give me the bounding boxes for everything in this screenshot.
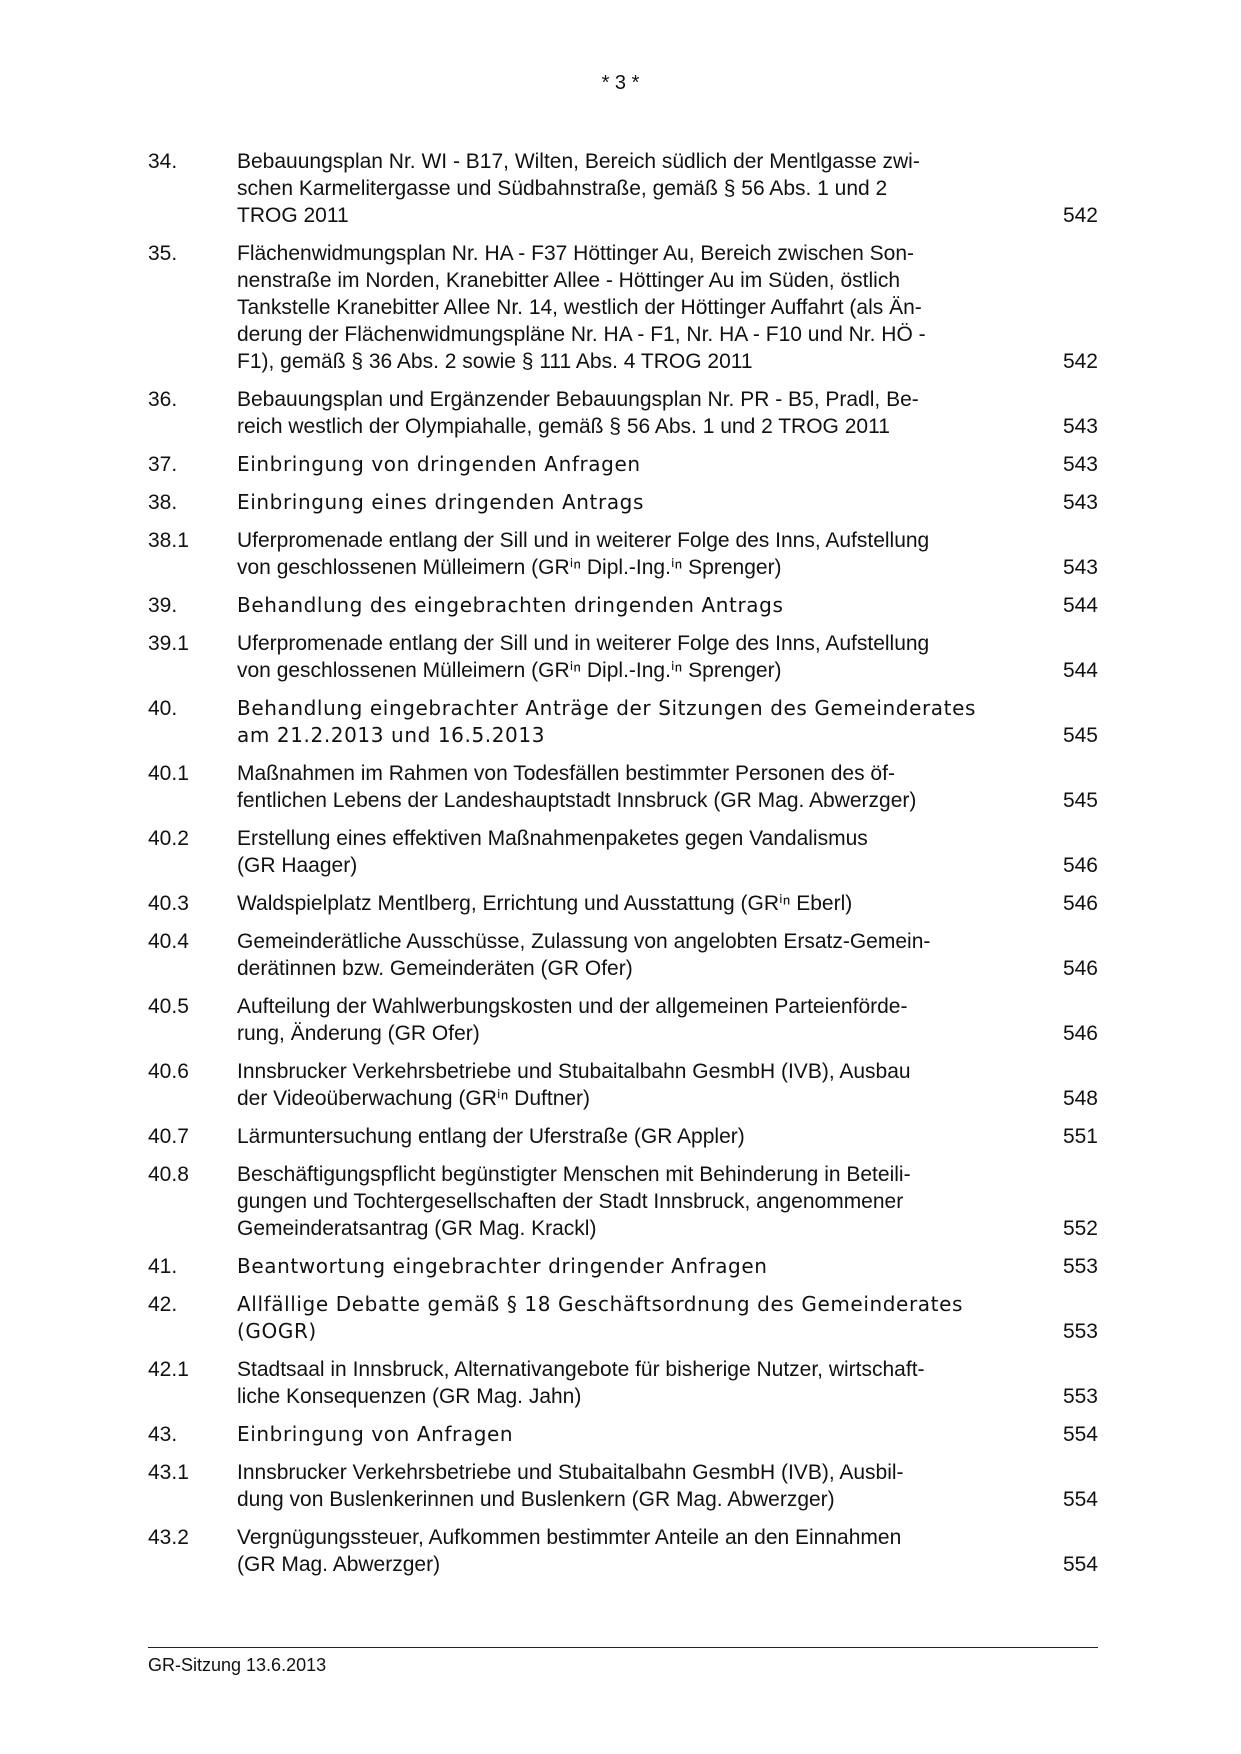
toc-entry: [148, 825, 1098, 879]
toc-entry-title-line: Innsbrucker Verkehrsbetriebe und Stubaitalbahn GesmbH (IVB), Ausbau: [237, 1060, 911, 1083]
toc-entry-title: [237, 1459, 997, 1513]
toc-entry-number: 34.: [148, 150, 178, 173]
toc-entry-number: 42.1: [148, 1358, 189, 1381]
toc-entry-number: 36.: [148, 388, 178, 411]
toc-entry: [148, 1459, 1098, 1513]
toc-entry-title-line: dung von Buslenkerinnen und Buslenkern (GR Mag. Abwerzger): [237, 1488, 835, 1511]
toc-entry-page: 554: [1062, 1423, 1098, 1446]
toc-entry: [148, 1161, 1098, 1242]
toc-entry-number: 38.: [148, 491, 178, 514]
toc-entry-title: [237, 240, 997, 375]
footer-text: GR-Sitzung 13.6.2013: [148, 1655, 327, 1675]
toc-entry-title: [237, 451, 997, 478]
toc-entry-title: [237, 928, 997, 982]
toc-entry-number: 40.3: [148, 892, 189, 915]
toc-entry-page: 553: [1062, 1320, 1098, 1343]
toc-entry-page: 545: [1062, 789, 1098, 812]
toc-entry-title-line: schen Karmelitergasse und Südbahnstraße, gemäß § 56 Abs. 1 und 2: [237, 177, 888, 200]
toc-entry-page: 543: [1062, 491, 1098, 514]
toc-entry-number: 40.6: [148, 1060, 189, 1083]
toc-entry-title-line: liche Konsequenzen (GR Mag. Jahn): [237, 1385, 582, 1408]
toc-entry-page: 554: [1062, 1553, 1098, 1576]
toc-entry-title-line: derung der Flächenwidmungspläne Nr. HA - F1, Nr. HA - F10 und Nr. HÖ -: [237, 323, 926, 346]
toc-entry-page: 542: [1062, 204, 1098, 227]
toc-entry-number: 40.2: [148, 827, 189, 850]
toc-entry-title-line: Waldspielplatz Mentlberg, Errichtung und Ausstattung (GRⁱⁿ Eberl): [237, 892, 853, 915]
toc-entry-number: 43.2: [148, 1526, 189, 1549]
toc-entry-page: 553: [1062, 1385, 1098, 1408]
toc-entry-title-line: der Videoüberwachung (GRⁱⁿ Duftner): [237, 1087, 591, 1110]
toc-entry: [148, 148, 1098, 229]
toc-entry-title-line: Vergnügungssteuer, Aufkommen bestimmter Anteile an den Einnahmen: [237, 1526, 902, 1549]
toc-entry-title-line: Innsbrucker Verkehrsbetriebe und Stubaitalbahn GesmbH (IVB), Ausbil-: [237, 1461, 904, 1484]
footer-divider: [148, 1647, 1098, 1648]
toc-entry-title: [237, 1524, 997, 1578]
toc-entry-number: 37.: [148, 453, 178, 476]
toc-entry: [148, 592, 1098, 619]
toc-entry-page: 544: [1062, 659, 1098, 682]
toc-entry: [148, 695, 1098, 749]
toc-entry: [148, 1524, 1098, 1578]
toc-entry: [148, 527, 1098, 581]
toc-entry: [148, 1253, 1098, 1280]
toc-entry-number: 41.: [148, 1255, 178, 1278]
toc-entry-number: 40.4: [148, 930, 189, 953]
page-number: * 3 *: [601, 72, 640, 94]
toc-entry-page: 552: [1062, 1217, 1098, 1240]
toc-entry-title: [237, 527, 997, 581]
toc-entry-page: 542: [1062, 350, 1098, 373]
toc-entry-title-line: Allfällige Debatte gemäß § 18 Geschäftsordnung des Gemeinderates: [237, 1292, 964, 1316]
toc-entry-page: 546: [1062, 957, 1098, 980]
toc-entry-title: [237, 1123, 997, 1150]
toc-entry-title: [237, 1253, 997, 1280]
toc-entry: [148, 240, 1098, 375]
toc-entry-number: 39.: [148, 594, 178, 617]
toc-entry-title-line: (GR Mag. Abwerzger): [237, 1553, 441, 1576]
toc-entry-title-line: F1), gemäß § 36 Abs. 2 sowie § 111 Abs. 4 TROG 2011: [237, 350, 753, 373]
toc-entry-title: [237, 148, 997, 229]
toc-entry-title-line: Behandlung eingebrachter Anträge der Sitzungen des Gemeinderates: [237, 696, 977, 720]
toc-entry-title: [237, 1291, 997, 1345]
toc-entry-title-line: fentlichen Lebens der Landeshauptstadt Innsbruck (GR Mag. Abwerzger): [237, 789, 917, 812]
toc-entry-page: 543: [1062, 453, 1098, 476]
toc-entry-title: [237, 592, 997, 619]
toc-entry-page: 551: [1062, 1125, 1098, 1148]
toc-entry-title-line: derätinnen bzw. Gemeinderäten (GR Ofer): [237, 957, 633, 980]
toc-entry-title-line: Gemeinderatsantrag (GR Mag. Krackl): [237, 1217, 597, 1240]
toc-entry-page: 543: [1062, 415, 1098, 438]
toc-entry-title: [237, 1356, 997, 1410]
toc-entry-title-line: gungen und Tochtergesellschaften der Stadt Innsbruck, angenommener: [237, 1190, 904, 1213]
toc-entry: [148, 1291, 1098, 1345]
toc-entry-title-line: reich westlich der Olympiahalle, gemäß § 56 Abs. 1 und 2 TROG 2011: [237, 415, 890, 438]
toc-entry-page: 546: [1062, 854, 1098, 877]
toc-entry-title-line: Einbringung von dringenden Anfragen: [237, 452, 641, 476]
table-of-contents: [148, 148, 1098, 1589]
toc-entry-title-line: TROG 2011: [237, 204, 349, 227]
toc-entry-title-line: Aufteilung der Wahlwerbungskosten und der allgemeinen Parteienförde-: [237, 995, 908, 1018]
toc-entry: [148, 630, 1098, 684]
toc-entry-title: [237, 1161, 997, 1242]
toc-entry: [148, 760, 1098, 814]
toc-entry-title-line: (GR Haager): [237, 854, 358, 877]
toc-entry-title-line: von geschlossenen Mülleimern (GRⁱⁿ Dipl.-Ing.ⁱⁿ Sprenger): [237, 556, 782, 579]
toc-entry-title-line: (GOGR): [237, 1319, 317, 1343]
toc-entry: [148, 386, 1098, 440]
toc-entry-title-line: Einbringung eines dringenden Antrags: [237, 490, 644, 514]
toc-entry-number: 40.7: [148, 1125, 189, 1148]
toc-entry-title-line: Bebauungsplan und Ergänzender Bebauungsplan Nr. PR - B5, Pradl, Be-: [237, 388, 919, 411]
toc-entry-title: [237, 1421, 997, 1448]
toc-entry: [148, 1356, 1098, 1410]
toc-entry-number: 40.: [148, 697, 178, 720]
toc-entry-number: 40.5: [148, 995, 189, 1018]
toc-entry-title-line: Flächenwidmungsplan Nr. HA - F37 Höttinger Au, Bereich zwischen Son-: [237, 242, 914, 265]
toc-entry-title-line: Uferpromenade entlang der Sill und in weiterer Folge des Inns, Aufstellung: [237, 529, 930, 552]
toc-entry: [148, 928, 1098, 982]
toc-entry-title-line: nenstraße im Norden, Kranebitter Allee - Höttinger Au im Süden, östlich: [237, 269, 900, 292]
toc-entry-title-line: von geschlossenen Mülleimern (GRⁱⁿ Dipl.-Ing.ⁱⁿ Sprenger): [237, 659, 782, 682]
toc-entry-number: 43.: [148, 1423, 178, 1446]
toc-entry-title: [237, 386, 997, 440]
toc-entry-number: 40.1: [148, 762, 189, 785]
toc-entry-title: [237, 695, 997, 749]
toc-entry-title-line: Lärmuntersuchung entlang der Uferstraße (GR Appler): [237, 1125, 745, 1148]
toc-entry-page: 546: [1062, 892, 1098, 915]
toc-entry-page: 543: [1062, 556, 1098, 579]
toc-entry: [148, 993, 1098, 1047]
toc-entry-title-line: Beantwortung eingebrachter dringender Anfragen: [237, 1254, 768, 1278]
toc-entry-page: 554: [1062, 1488, 1098, 1511]
toc-entry: [148, 451, 1098, 478]
toc-entry-title-line: Tankstelle Kranebitter Allee Nr. 14, westlich der Höttinger Auffahrt (als Än-: [237, 296, 922, 319]
toc-entry-title-line: Stadtsaal in Innsbruck, Alternativangebote für bisherige Nutzer, wirtschaft-: [237, 1358, 925, 1381]
toc-entry-title-line: am 21.2.2013 und 16.5.2013: [237, 723, 546, 747]
toc-entry-title: [237, 1058, 997, 1112]
toc-entry-title-line: Maßnahmen im Rahmen von Todesfällen bestimmter Personen des öf-: [237, 762, 895, 785]
toc-entry: [148, 1058, 1098, 1112]
toc-entry-title-line: Beschäftigungspflicht begünstigter Menschen mit Behinderung in Beteili-: [237, 1163, 911, 1186]
toc-entry-page: 545: [1062, 724, 1098, 747]
toc-entry-title-line: Uferpromenade entlang der Sill und in weiterer Folge des Inns, Aufstellung: [237, 632, 930, 655]
toc-entry-title-line: Erstellung eines effektiven Maßnahmenpaketes gegen Vandalismus: [237, 827, 868, 850]
toc-entry-title: [237, 890, 997, 917]
toc-entry-title: [237, 760, 997, 814]
toc-entry-page: 553: [1062, 1255, 1098, 1278]
toc-entry-title: [237, 489, 997, 516]
toc-entry-title: [237, 630, 997, 684]
toc-entry-page: 544: [1062, 594, 1098, 617]
toc-entry: [148, 890, 1098, 917]
toc-entry: [148, 1123, 1098, 1150]
toc-entry-title-line: Einbringung von Anfragen: [237, 1422, 514, 1446]
toc-entry-number: 35.: [148, 242, 178, 265]
toc-entry-title-line: rung, Änderung (GR Ofer): [237, 1022, 480, 1045]
toc-entry: [148, 489, 1098, 516]
toc-entry-number: 42.: [148, 1293, 178, 1316]
toc-entry-title-line: Gemeinderätliche Ausschüsse, Zulassung von angelobten Ersatz-Gemein-: [237, 930, 931, 953]
toc-entry-number: 39.1: [148, 632, 189, 655]
toc-entry-title-line: Behandlung des eingebrachten dringenden Antrags: [237, 593, 784, 617]
toc-entry-number: 40.8: [148, 1163, 189, 1186]
toc-entry-number: 43.1: [148, 1461, 189, 1484]
toc-entry: [148, 1421, 1098, 1448]
toc-entry-title: [237, 825, 997, 879]
toc-entry-title-line: Bebauungsplan Nr. WI - B17, Wilten, Bereich südlich der Mentlgasse zwi-: [237, 150, 920, 173]
toc-entry-number: 38.1: [148, 529, 189, 552]
toc-entry-title: [237, 993, 997, 1047]
toc-entry-page: 546: [1062, 1022, 1098, 1045]
toc-entry-page: 548: [1062, 1087, 1098, 1110]
